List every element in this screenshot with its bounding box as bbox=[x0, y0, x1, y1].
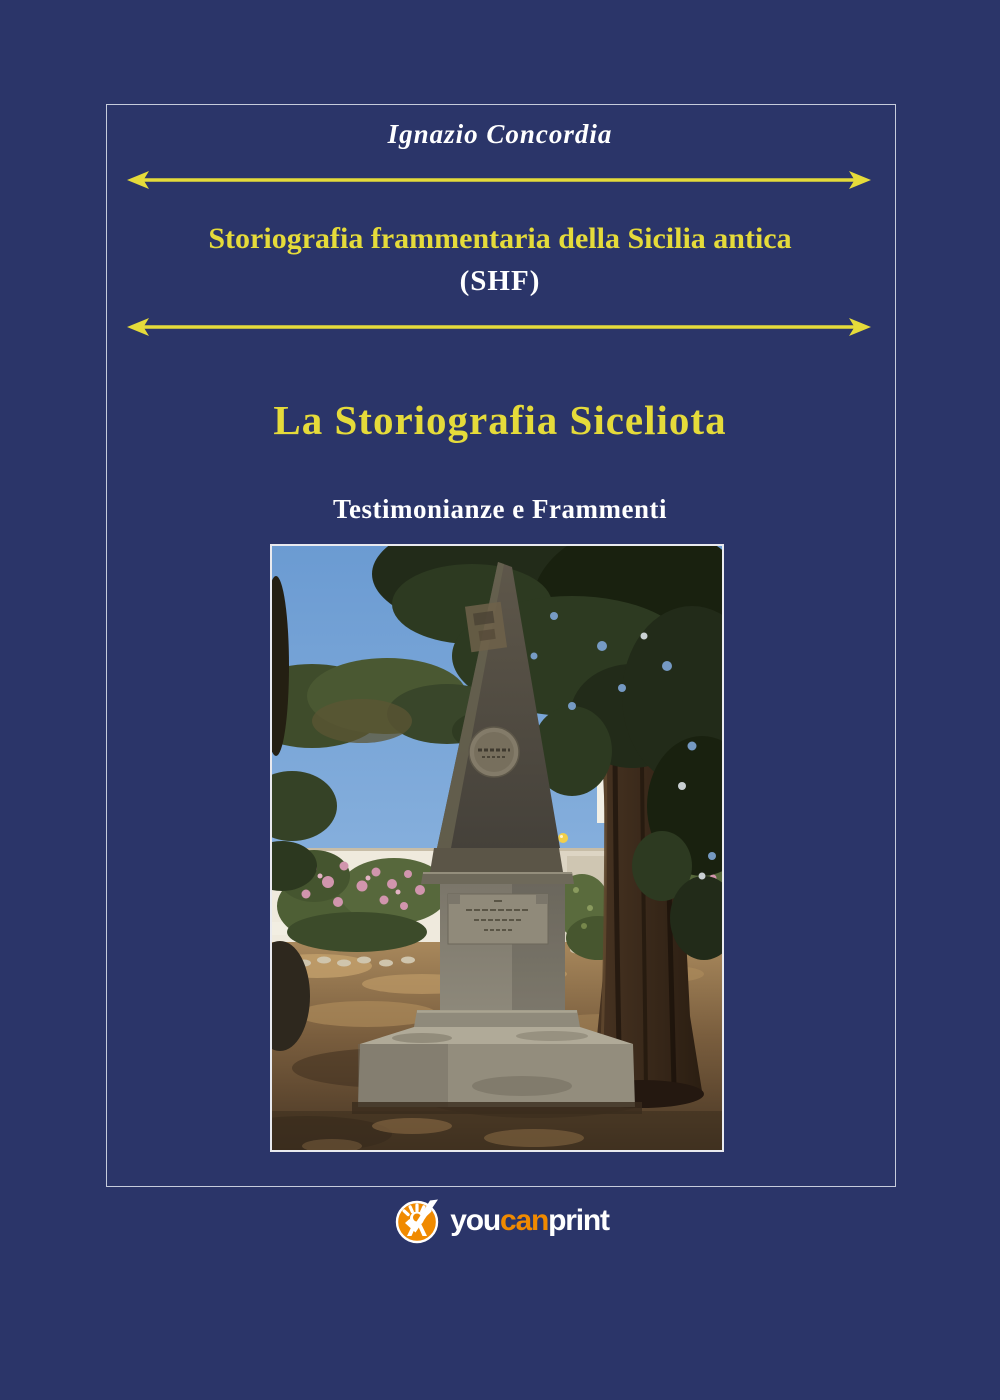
logo-text-you: you bbox=[450, 1204, 500, 1237]
logo-text-can: can bbox=[499, 1204, 549, 1237]
cover-photo-illustration bbox=[272, 546, 722, 1150]
series-abbreviation: (SHF) bbox=[459, 265, 541, 297]
medallion bbox=[469, 727, 519, 777]
series-title: Storiografia frammentaria della Sicilia antica bbox=[208, 222, 792, 255]
author-name: Ignazio Concordia bbox=[387, 119, 613, 149]
lamp-ball bbox=[558, 833, 568, 843]
subtitle: Testimonianze e Frammenti bbox=[333, 494, 667, 524]
logo-text-print: print bbox=[548, 1204, 609, 1237]
publisher-logo bbox=[0, 1192, 1000, 1248]
publisher-name bbox=[450, 1192, 609, 1248]
double-arrow-bottom-icon bbox=[125, 315, 873, 339]
pedestal bbox=[440, 884, 565, 1010]
double-arrow-top-icon bbox=[125, 168, 873, 192]
youcanprint-logo-icon bbox=[391, 1193, 445, 1247]
main-title: La Storiografia Siceliota bbox=[273, 397, 727, 443]
cover-photo bbox=[270, 544, 724, 1152]
foreground-shadow bbox=[272, 1111, 722, 1150]
